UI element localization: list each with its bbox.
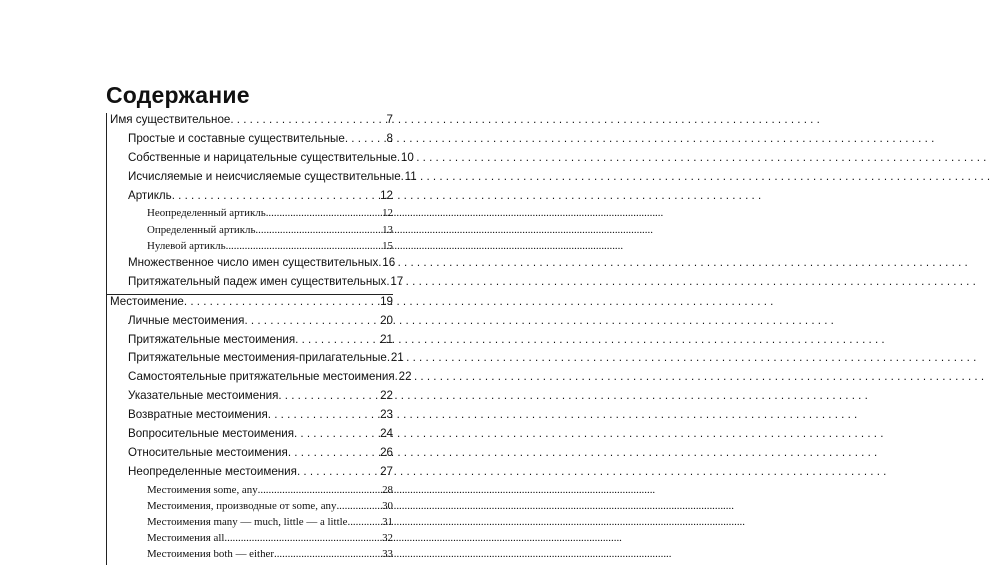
- table-of-contents: [106, 113, 417, 565]
- toc-entry[interactable]: [107, 427, 393, 446]
- toc-entry[interactable]: [107, 484, 393, 500]
- toc-entry-page: 22: [380, 389, 393, 403]
- toc-entry-label: Местоимения, производные от some, any: [147, 499, 337, 512]
- toc-entry-page: 20: [380, 313, 393, 327]
- toc-entry[interactable]: [107, 274, 404, 294]
- toc-entry-label: Неопределенный артикль: [147, 207, 266, 220]
- leader-dots: [347, 516, 382, 528]
- toc-entry-page: 22: [398, 370, 412, 384]
- toc-entry-page: 8: [386, 131, 393, 145]
- toc-entry-label: Местоимение: [110, 294, 184, 308]
- toc-entry-label: Неопределенные местоимения: [128, 464, 297, 478]
- toc-entry[interactable]: [107, 150, 414, 170]
- leader-dots: [244, 314, 380, 327]
- leader-dots: [336, 500, 382, 512]
- toc-entry[interactable]: [107, 224, 393, 240]
- toc-entry-label: Артикль: [128, 188, 172, 202]
- leader-dots: [266, 207, 382, 219]
- toc-entry-label: Притяжательный падеж имен существительных: [128, 274, 387, 288]
- toc-entry-page: 7: [386, 113, 393, 126]
- toc-entry-page: 17: [390, 274, 404, 288]
- leader-dots: [295, 333, 380, 346]
- toc-entry-label: Местоимения all: [147, 532, 225, 545]
- toc-entry[interactable]: [107, 333, 393, 352]
- toc-entry[interactable]: [107, 370, 412, 389]
- toc-entry-page: 24: [380, 427, 393, 441]
- leader-dots: [274, 548, 382, 560]
- toc-entry-label: Местоимения some, any: [147, 483, 258, 496]
- toc-entry-label: Самостоятельные притяжательные местоимения: [128, 370, 395, 384]
- toc-entry-label: Нулевой артикль: [147, 239, 226, 252]
- toc-entry-page: 23: [380, 408, 393, 422]
- toc-entry-page: 16: [382, 256, 396, 270]
- toc-entry-page: 28: [382, 483, 393, 496]
- toc-entry[interactable]: [107, 240, 393, 256]
- leader-dots: [230, 113, 386, 126]
- leader-dots: [297, 465, 380, 478]
- toc-entry[interactable]: [107, 189, 393, 208]
- toc-entry-page: 11: [404, 169, 417, 183]
- toc-entry-label: Указательные местоимения: [128, 389, 279, 403]
- toc-entry-page: 21: [390, 351, 404, 365]
- toc-entry[interactable]: [107, 446, 393, 465]
- toc-entry-label: Вопросительные местоимения: [128, 427, 294, 441]
- toc-entry[interactable]: [107, 256, 396, 275]
- toc-entry-page: 12: [382, 207, 393, 220]
- leader-dots: [184, 295, 380, 308]
- toc-entry-page: 30: [382, 499, 393, 512]
- toc-entry-page: 13: [382, 223, 393, 236]
- toc-entry-label: Собственные и нарицательные существительные: [128, 150, 397, 164]
- toc-entry-label: Исчисляемые и неисчисляемые существительные: [128, 169, 401, 183]
- toc-entry-label: Местоимения both — either: [147, 548, 274, 561]
- toc-entry[interactable]: [107, 389, 393, 408]
- toc-entry-label: Множественное число имен существительных: [128, 256, 379, 270]
- toc-entry[interactable]: [107, 207, 393, 223]
- leader-dots: [226, 240, 383, 252]
- leader-dots: [288, 446, 380, 459]
- toc-entry-label: Местоимения many — much, little — a little: [147, 516, 348, 529]
- toc-entry[interactable]: [107, 548, 393, 564]
- leader-dots: [268, 408, 380, 421]
- toc-entry-label: Личные местоимения: [128, 313, 245, 327]
- toc-entry-page: 19: [380, 294, 393, 308]
- toc-entry[interactable]: [107, 113, 393, 132]
- toc-entry-page: 26: [380, 445, 393, 459]
- toc-entry[interactable]: [107, 314, 393, 333]
- toc-section-pronoun: [107, 294, 412, 565]
- toc-entry-label: Относительные местоимения: [128, 445, 288, 459]
- toc-entry-page: 12: [380, 188, 393, 202]
- leader-dots: [278, 389, 380, 402]
- toc-entry[interactable]: [107, 465, 393, 484]
- leader-dots: [258, 484, 382, 496]
- toc-entry-label: Имя существительное: [110, 113, 231, 126]
- leader-dots: [255, 224, 382, 236]
- toc-entry-page: 21: [380, 332, 393, 346]
- toc-entry[interactable]: [107, 132, 393, 151]
- toc-entry-page: 33: [382, 548, 393, 561]
- toc-entry-page: 32: [382, 532, 393, 545]
- toc-entry-page: 10: [400, 150, 414, 164]
- toc-entry-label: Определенный артикль: [147, 223, 256, 236]
- toc-section-noun: [107, 113, 417, 295]
- toc-entry-label: Простые и составные существительные: [128, 131, 345, 145]
- leader-dots: [172, 189, 380, 202]
- leader-dots: [345, 132, 387, 145]
- toc-entry-label: Притяжательные местоимения-прилагательные: [128, 351, 387, 365]
- leader-dots: [294, 427, 380, 440]
- toc-entry[interactable]: [107, 408, 393, 427]
- toc-entry-page: 31: [382, 516, 393, 529]
- toc-entry[interactable]: [107, 516, 393, 532]
- toc-entry-page: 27: [380, 464, 393, 478]
- toc-entry[interactable]: [107, 500, 393, 516]
- toc-entry[interactable]: [107, 532, 393, 548]
- leader-dots: [224, 532, 382, 544]
- toc-entry[interactable]: [107, 169, 417, 189]
- toc-entry-page: 15: [382, 239, 393, 252]
- toc-entry[interactable]: [107, 351, 404, 370]
- toc-entry-label: Возвратные местоимения: [128, 408, 268, 422]
- toc-entry[interactable]: [107, 295, 393, 314]
- toc-entry-label: Притяжательные местоимения: [128, 332, 296, 346]
- page-title: Содержание: [106, 82, 250, 108]
